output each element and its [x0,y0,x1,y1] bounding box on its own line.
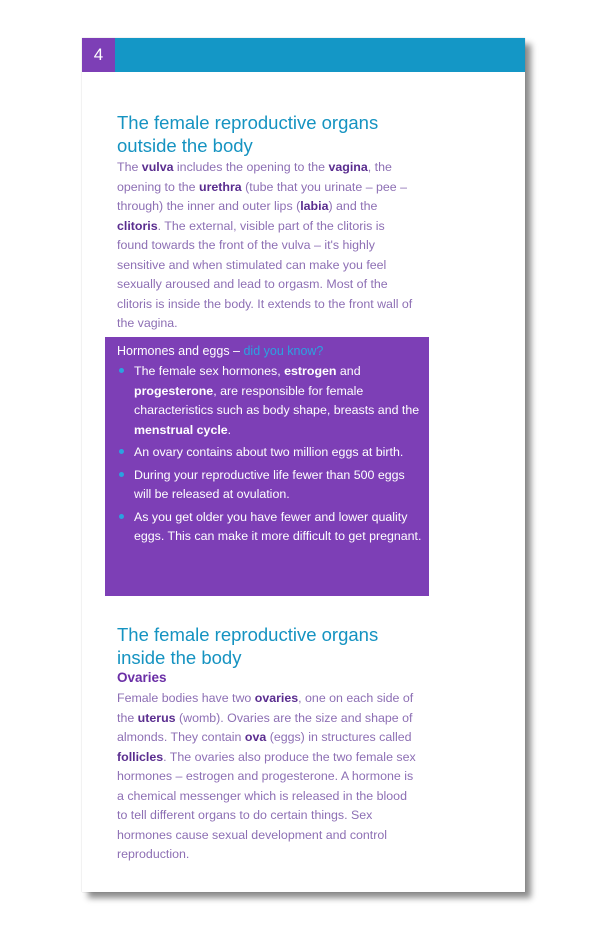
fact-item: During your reproductive life fewer than 500 eggs will be released at ovulation. [117,466,423,505]
document-page [82,38,525,892]
keyword: labia [300,199,329,213]
keyword: vulva [141,160,174,174]
keyword: menstrual cycle [134,422,228,437]
section-heading-outside: The female reproductive organs outside the body [117,112,379,156]
keyword: urethra [199,179,242,194]
keyword: ovaries [254,691,299,705]
keyword: progesterone [134,383,214,398]
did-you-know-box [105,337,429,596]
section-heading-inside: The female reproductive organs inside the body [117,624,379,668]
fact-item: As you get older you have fewer and lower quality eggs. This can make it more difficult to get pregnant. [117,508,423,547]
page-header-bar [82,38,525,72]
ovaries-paragraph: Female bodies have two ovaries, one on each side of the uterus (womb). Ovaries are the size and shape of almonds. They contain ova (eggs) in structures called follicles. The ovaries also produce the two female sex hormones – estrogen and progesterone. A hormone is a chemical messenger which is released in the blood to tell different organs to do certain things. Sex hormones cause sexual development and control reproduction. [117,691,416,861]
keyword: vagina [328,160,368,174]
box-title-text: Hormones and eggs – [117,344,244,358]
box-title [117,343,323,360]
keyword: ova [244,730,267,744]
subheading-ovaries: Ovaries [117,670,167,685]
keyword: uterus [137,710,176,725]
fact-item: The female sex hormones, estrogen and progesterone, are responsible for female characteristics such as body shape, breasts and the menstrual cycle. [117,362,423,440]
keyword: clitoris [117,218,158,233]
keyword: estrogen [284,364,337,378]
box-title-accent: did you know? [243,344,324,358]
keyword: follicles [117,749,164,764]
outside-paragraph: The vulva includes the opening to the vagina, the opening to the urethra (tube that you urinate – pee – through) the inner and outer lips (labia) and the clitoris. The external, visible part of the clitoris is found towards the front of the vulva – it's highly sensitive and when stimulated can make you feel sexually aroused and lead to orgasm. Most of the clitoris is inside the body. It extends to the front wall of the vagina. [117,160,413,330]
fact-list [117,362,423,550]
page-number: 4 [82,38,115,72]
fact-item: An ovary contains about two million eggs at birth. [117,443,423,463]
